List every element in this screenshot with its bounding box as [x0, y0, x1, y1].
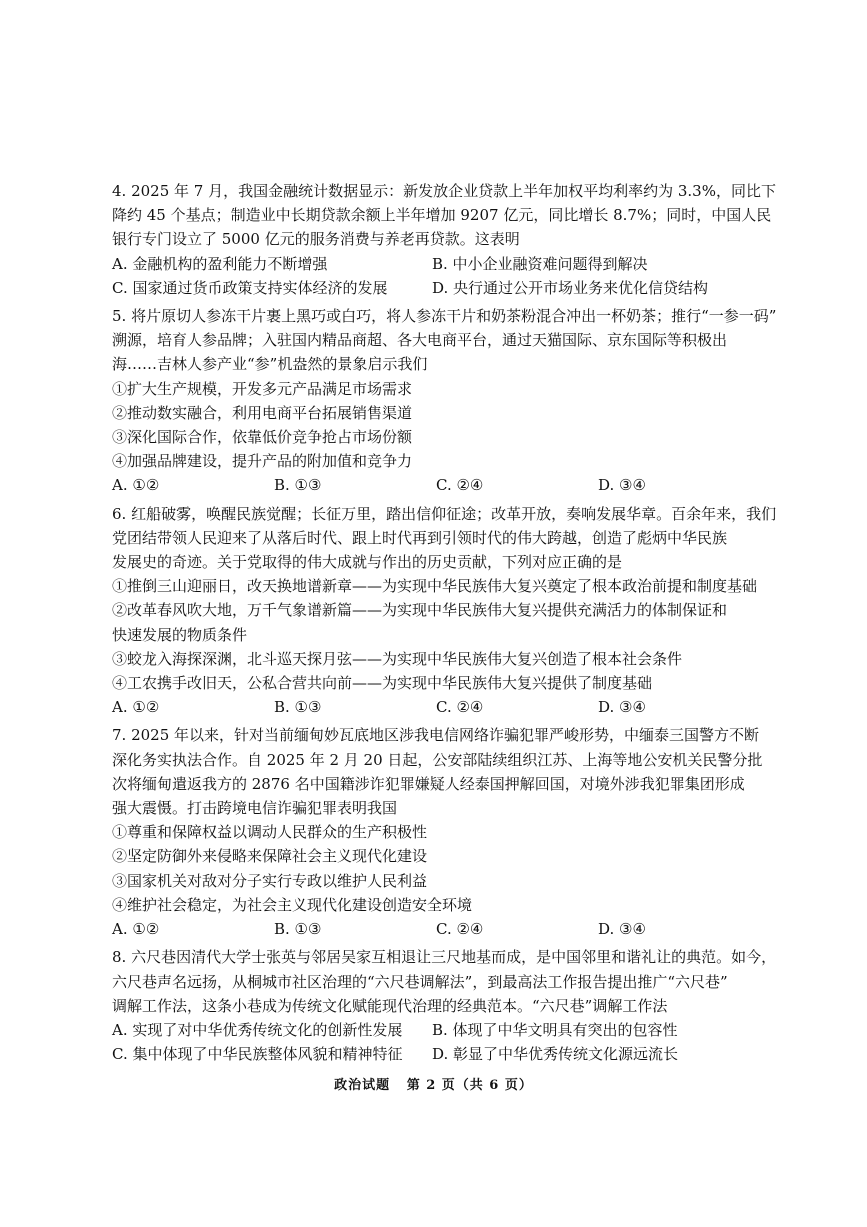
option-c[interactable]: C. ②④ — [436, 476, 484, 495]
statement-4: ④工农携手改旧天，公私合营共向前——为实现中华民族伟大复兴提供了制度基础 — [112, 674, 653, 693]
stem-line: 次将缅甸遣返我方的 2876 名中国籍涉诈犯罪嫌疑人经泰国押解回国，对境外涉我犯罪集团形成 — [112, 774, 745, 793]
option-a[interactable]: A. ①② — [112, 698, 160, 717]
statement-list — [112, 377, 757, 474]
question-5 — [112, 304, 777, 498]
option-a[interactable]: A. 实现了对中华优秀传统文化的创新性发展 — [112, 1020, 403, 1039]
option-d[interactable]: D. ③④ — [598, 476, 646, 495]
statement-3: ③深化国际合作，依靠低价竞争抢占市场份额 — [112, 428, 413, 447]
statement-4: ④维护社会稳定，为社会主义现代化建设创造安全环境 — [112, 895, 473, 914]
stem-line: 六尺巷声名远扬，从桐城市社区治理的“六尺巷调解法”，到最高法工作报告提出推广“六尺巷” — [112, 972, 728, 991]
option-b[interactable]: B. ①③ — [274, 920, 322, 939]
footer-subject: 政治试题 — [334, 1078, 391, 1093]
question-stem — [112, 945, 777, 1018]
question-8 — [112, 945, 777, 1066]
option-d[interactable]: D. ③④ — [598, 920, 646, 939]
option-a[interactable]: A. 金融机构的盈利能力不断增强 — [112, 254, 328, 273]
question-7 — [112, 723, 763, 941]
statement-list — [112, 574, 757, 695]
statement-1: ①尊重和保障权益以调动人民群众的生产积极性 — [112, 823, 428, 842]
stem-line: 强大震慑。打击跨境电信诈骗犯罪表明我国 — [112, 799, 398, 818]
statement-1: ①推倒三山迎丽日，改天换地谱新章——为实现中华民族伟大复兴奠定了根本政治前提和制度基础 — [112, 577, 758, 596]
statement-2: ②改革春风吹大地，万千气象谱新篇——为实现中华民族伟大复兴提供充满活力的体制保证和 — [112, 601, 728, 620]
stem-line: 发展史的奇迹。关于党取得的伟大成就与作出的历史贡献，下列对应正确的是 — [112, 553, 623, 572]
statement-2: ②坚定防御外来侵略来保障社会主义现代化建设 — [112, 847, 428, 866]
option-b[interactable]: B. ①③ — [274, 698, 322, 717]
answer-options — [112, 473, 757, 497]
option-b[interactable]: B. ①③ — [274, 476, 322, 495]
option-b[interactable]: B. 体现了中华文明具有突出的包容性 — [432, 1020, 678, 1039]
stem-line: 溯源，培育人参品牌；入驻国内精品商超、各大电商平台，通过天猫国际、京东国际等积极出 — [112, 331, 728, 350]
statement-1: ①扩大生产规模，开发多元产品满足市场需求 — [112, 379, 413, 398]
stem-line: 银行专门设立了 5000 亿元的服务消费与养老再贷款。这表明 — [112, 230, 520, 249]
statement-2-continued: 快速发展的物质条件 — [112, 625, 248, 644]
option-c[interactable]: C. ②④ — [436, 920, 484, 939]
question-stem — [112, 179, 776, 252]
question-list — [112, 179, 777, 1070]
statement-4: ④加强品牌建设，提升产品的附加值和竞争力 — [112, 452, 413, 471]
option-d[interactable]: D. 央行通过公开市场业务来优化信贷结构 — [432, 278, 709, 297]
question-6 — [112, 502, 777, 720]
page-footer — [0, 1074, 867, 1093]
option-c[interactable]: C. 集中体现了中华民族整体风貌和精神特征 — [112, 1045, 403, 1064]
statement-list — [112, 820, 757, 917]
option-a[interactable]: A. ①② — [112, 476, 160, 495]
question-stem — [112, 502, 777, 575]
stem-line: 7. 2025 年以来，针对当前缅甸妙瓦底地区涉我电信网络诈骗犯罪严峻形势，中缅泰三国警方不断 — [112, 726, 760, 745]
statement-3: ③国家机关对敌对分子实行专政以维护人民利益 — [112, 871, 428, 890]
option-b[interactable]: B. 中小企业融资难问题得到解决 — [432, 254, 648, 273]
answer-options — [112, 1018, 757, 1066]
option-d[interactable]: D. ③④ — [598, 698, 646, 717]
answer-options — [112, 695, 757, 719]
stem-line: 降约 45 个基点；制造业中长期贷款余额上半年增加 9207 亿元，同比增长 8.7%；同时，中国人民 — [112, 206, 772, 225]
question-stem — [112, 304, 777, 377]
stem-line: 6. 红船破雾，唤醒民族觉醒；长征万里，踏出信仰征途；改革开放，奏响发展华章。百余年来，我们 — [112, 504, 777, 523]
option-a[interactable]: A. ①② — [112, 920, 160, 939]
statement-3: ③蛟龙入海探深渊，北斗巡天探月弦——为实现中华民族伟大复兴创造了根本社会条件 — [112, 649, 683, 668]
option-d[interactable]: D. 彰显了中华优秀传统文化源远流长 — [432, 1045, 679, 1064]
stem-line: 4. 2025 年 7 月，我国金融统计数据显示：新发放企业贷款上半年加权平均利率约为 3.3%，同比下 — [112, 182, 776, 200]
stem-line: 深化务实执法合作。自 2025 年 2 月 20 日起，公安部陆续组织江苏、上海等地公安机关民警分批 — [112, 750, 763, 769]
option-c[interactable]: C. ②④ — [436, 698, 484, 717]
stem-line: 调解工作法，这条小巷成为传统文化赋能现代治理的经典范本。“六尺巷”调解工作法 — [112, 996, 668, 1015]
answer-options — [112, 252, 757, 300]
stem-line: 党团结带领人民迎来了从落后时代、跟上时代再到引领时代的伟大跨越，创造了彪炳中华民族 — [112, 528, 728, 547]
statement-2: ②推动数实融合，利用电商平台拓展销售渠道 — [112, 403, 413, 422]
question-4 — [112, 179, 776, 300]
stem-line: 海……吉林人参产业“参”机盎然的景象启示我们 — [112, 355, 428, 374]
option-c[interactable]: C. 国家通过货币政策支持实体经济的发展 — [112, 278, 388, 297]
stem-line: 8. 六尺巷因清代大学士张英与邻居吴家互相退让三尺地基而成，是中国邻里和谐礼让的典范。如今， — [112, 948, 777, 967]
stem-line: 5. 将片原切人参冻干片裹上黑巧或白巧，将人参冻干片和奶茶粉混合冲出一杯奶茶；推行“一参一码” — [112, 307, 777, 326]
footer-page-number: 第 2 页（共 6 页） — [406, 1078, 533, 1093]
question-stem — [112, 723, 763, 820]
answer-options — [112, 917, 757, 941]
